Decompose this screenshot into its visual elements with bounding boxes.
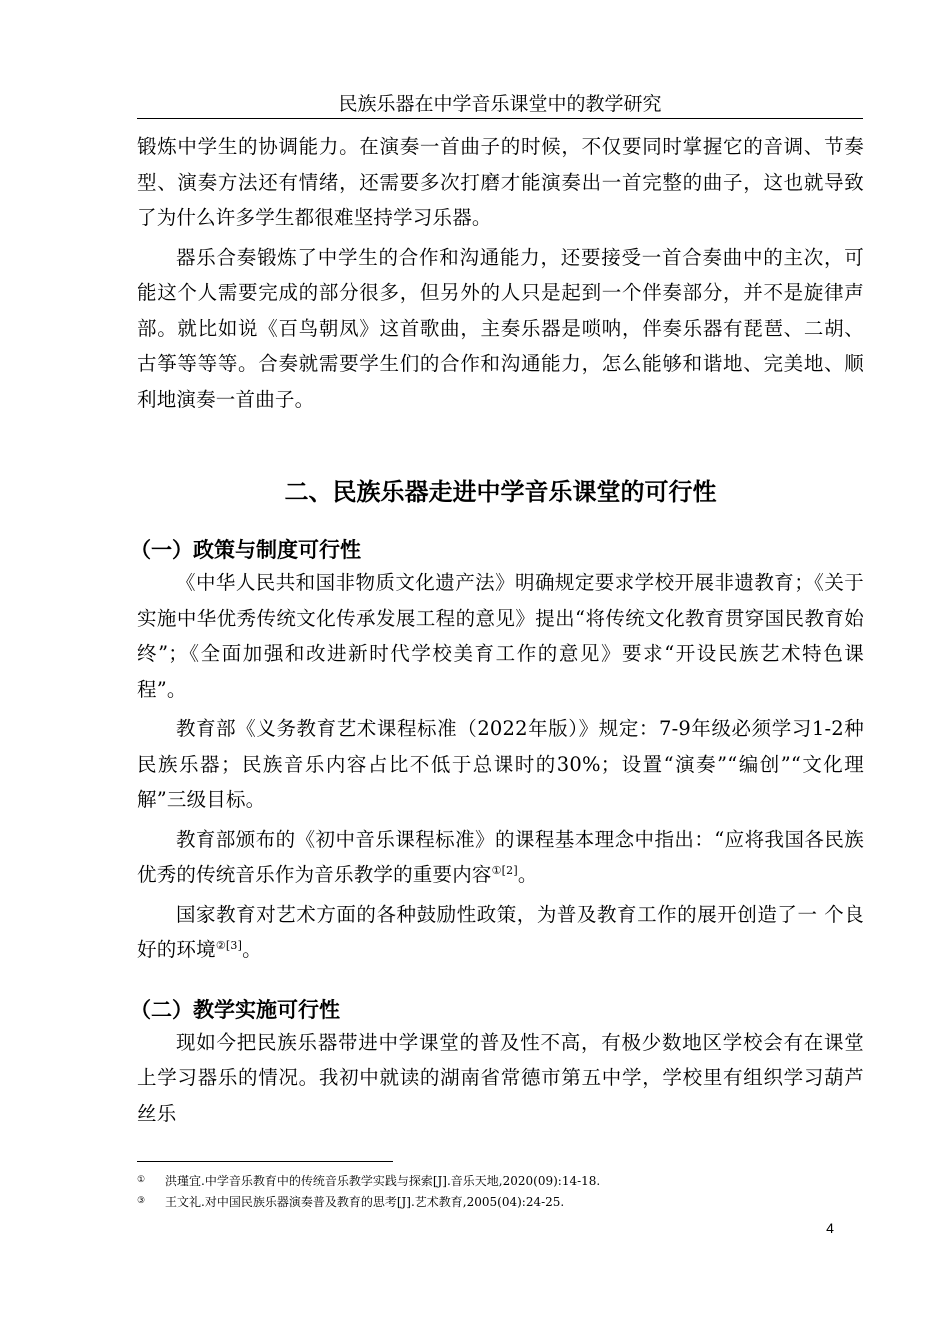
footnote-text: 洪瑾宜.中学音乐教育中的传统音乐教学实践与探索[J].音乐天地,2020(09):14-18. — [165, 1174, 601, 1188]
section-heading: 二、民族乐器走进中学音乐课堂的可行性 — [284, 478, 717, 506]
citation-superscript: ②[3] — [215, 939, 243, 952]
paragraph-end: 。 — [517, 863, 538, 886]
body-paragraph: 锻炼中学生的协调能力。在演奏一首曲子的时候，不仅要同时掌握它的音调、节奏型、演奏方法还有情绪，还需要多次打磨才能演奏出一首完整的曲子，这也就导致了为什么许多学生都很难坚持学习乐器。 — [137, 135, 864, 229]
paragraph-end: 。 — [242, 938, 262, 961]
footnote-mark: ① — [137, 1175, 146, 1185]
body-paragraph: 教育部《义务教育艺术课程标准（2022年版）》规定：7-9年级必须学习1-2种民族乐器；民族音乐内容占比不低于总课时的30%；设置“演奏”“编创”“文化理解”三级目标。 — [137, 717, 864, 811]
body-paragraph: 器乐合奏锻炼了中学生的合作和沟通能力，还要接受一首合奏曲中的主次，可能这个人需要完成的部分很多，但另外的人只是起到一个伴奏部分，并不是旋律声部。就比如说《百鸟朝凤》这首歌曲，主奏乐器是唢呐，伴奏乐器有琵琶、二胡、古筝等等等。合奏就需要学生们的合作和沟通能力，怎么能够和谐地、完美地、顺利地演奏一首曲子。 — [137, 245, 864, 411]
body-paragraph: 《中华人民共和国非物质文化遗产法》明确规定要求学校开展非遗教育；《关于实施中华优秀传统文化传承发展工程的意见》提出“将传统文化教育贯穿国民教育始终”；《全面加强和改进新时代学校美育工作的意见》要求“开设民族艺术特色课程”。 — [137, 571, 864, 701]
body-paragraph: 现如今把民族乐器带进中学课堂的普及性不高，有极少数地区学校会有在课堂上学习器乐的情况。我初中就读的湖南省常德市第五中学，学校里有组织学习葫芦丝乐 — [137, 1030, 864, 1125]
paragraph-text: 国家教育对艺术方面的各种鼓励性政策，为普及教育工作的展开创造了一 个良好的环境 — [137, 902, 864, 961]
citation-superscript: ①[2] — [491, 864, 518, 877]
body-paragraph — [137, 897, 864, 968]
subsection-heading: （一）政策与制度可行性 — [130, 538, 361, 562]
footnotes — [137, 1170, 864, 1212]
paragraph-text: 教育部颁布的《初中音乐课程标准》的课程基本理念中指出：“应将我国各民族优秀的传统音乐作为音乐教学的重要内容 — [137, 827, 864, 886]
footnote-text: 王文礼.对中国民族乐器演奏普及教育的思考[J].艺术教育,2005(04):24-25. — [165, 1195, 565, 1209]
header-rule — [137, 118, 863, 119]
subsection-heading: （二）教学实施可行性 — [130, 997, 340, 1022]
footnote — [137, 1170, 864, 1191]
footnote-mark: ③ — [137, 1196, 146, 1206]
page-number: 4 — [826, 1220, 834, 1236]
footnote-separator — [137, 1161, 393, 1162]
running-header: 民族乐器在中学音乐课堂中的教学研究 — [338, 93, 662, 115]
footnote — [137, 1191, 864, 1212]
page-body — [130, 129, 864, 1131]
body-paragraph — [137, 822, 864, 893]
